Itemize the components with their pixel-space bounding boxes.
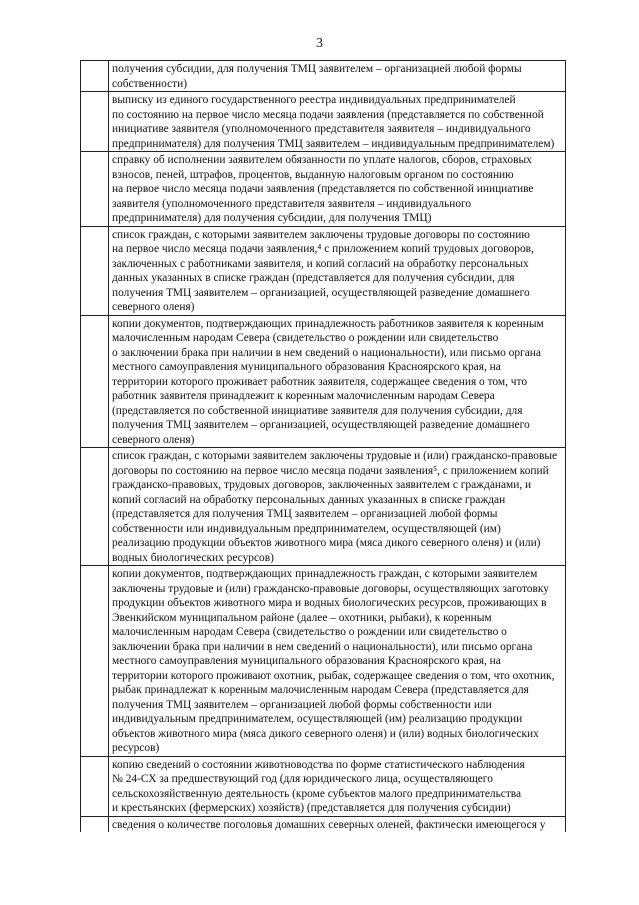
text-line: местного самоуправления муниципального образования Красноярского края, на <box>112 361 501 373</box>
row-number-cell <box>81 61 109 92</box>
table-row <box>81 448 566 566</box>
documents-table <box>80 60 566 832</box>
text-line: взносов, пеней, штрафов, процентов, выданную налоговым органом по состоянию <box>112 168 514 181</box>
text-line: водных биологических ресурсов) <box>112 551 274 564</box>
text-line: реализацию продукции объектов животного мира (мяса дикого северного оленя) и (или) <box>112 537 541 549</box>
text-line: малочисленным народам Севера (свидетельство о рождении или свидетельство о <box>112 626 507 638</box>
table-row <box>81 152 566 227</box>
page-number: 3 <box>316 36 323 51</box>
text-line: собственности) <box>112 77 188 90</box>
text-line: предпринимателя) для получения субсидии, для получения ТМЦ) <box>112 212 432 224</box>
text-line: объектов животного мира (мяса дикого северного оленя) и (или) водных биологических <box>112 727 539 740</box>
table-row <box>81 315 566 448</box>
text-line: копии документов, подтверждающих принадлежность работников заявителя к коренным <box>112 317 544 330</box>
text-line: о заключении брака при наличии в нем сведений о национальности), или письмо органа <box>112 346 541 359</box>
text-line: на первое число месяца подачи заявления (представляется по собственной инициативе <box>112 183 534 195</box>
row-number-cell <box>81 566 109 757</box>
text-line: сведения о количестве поголовья домашних северных оленей, фактически имеющегося у <box>112 818 546 831</box>
text-line: (представляется для получения ТМЦ заявителем – организацией любой формы <box>112 508 498 520</box>
document-description-cell <box>109 315 566 448</box>
text-line: получения ТМЦ заявителем – организацией, осуществляющей разведение домашнего <box>112 419 530 431</box>
document-description-cell <box>109 566 566 757</box>
document-description-cell <box>109 816 566 832</box>
row-number-cell <box>81 152 109 227</box>
text-line: список граждан, с которыми заявителем заключены трудовые и (или) гражданско-правовые <box>112 450 558 462</box>
text-line: получения ТМЦ заявителем – организацией любой формы собственности или <box>112 698 492 711</box>
text-line: копий согласий на обработку персональных данных указанных в списке граждан <box>112 493 506 506</box>
row-number-cell <box>81 315 109 448</box>
text-line: рыбак принадлежат к коренным малочисленным народам Севера (представляется для <box>112 684 529 696</box>
text-line: копии документов, подтверждающих принадлежность граждан, с которыми заявителем <box>112 568 538 580</box>
text-line: договоры по состоянию на первое число месяца подачи заявления⁵, с приложением копий <box>112 464 549 477</box>
document-description-cell <box>109 448 566 566</box>
table-row <box>81 61 566 92</box>
text-line: территории которого проживает работник заявителя, содержащее сведения о том, что <box>112 375 528 388</box>
text-line: справку об исполнении заявителем обязанности по уплате налогов, сборов, страховых <box>112 154 532 166</box>
text-line: заключении брака при наличии в нем сведений о национальности), или письмо органа <box>112 640 533 653</box>
text-line: заключены трудовые и (или) гражданско-правовые договоры, осуществляющих заготовку <box>112 582 549 595</box>
text-line: местного самоуправления муниципального образования Красноярского края, на <box>112 655 501 667</box>
row-number-cell <box>81 92 109 152</box>
text-line: № 24-СХ за предшествующий год (для юридического лица, осуществляющего <box>112 773 493 785</box>
text-line: северного оленя) <box>112 301 195 313</box>
row-number-cell <box>81 226 109 315</box>
text-line: получения субсидии, для получения ТМЦ заявителем – организацией любой формы <box>112 63 522 75</box>
text-line: индивидуальным предпринимателем, осуществляющей (им) реализацию продукции <box>112 713 523 725</box>
document-description-cell <box>109 756 566 816</box>
text-line: северного оленя) <box>112 433 195 446</box>
text-line: и крестьянских (фермерских) хозяйств) (представляется для получения субсидии) <box>112 802 511 814</box>
text-line: копию сведений о состоянии животноводства по форме статистического наблюдения <box>112 758 525 771</box>
text-line: предпринимателя) для получения ТМЦ заявителем – индивидуальным предпринимателем) <box>112 137 555 150</box>
document-description-cell <box>109 152 566 227</box>
text-line: получения ТМЦ заявителем – организацией, осуществляющей разведение домашнего <box>112 286 530 299</box>
text-line: заключенных с работниками заявителя, и копий согласий на обработку персональных <box>112 257 529 270</box>
table-row <box>81 566 566 757</box>
text-line: работник заявителя принадлежит к коренным малочисленным народам Севера <box>112 390 495 402</box>
text-line: ресурсов) <box>112 742 160 754</box>
document-description-cell <box>109 61 566 92</box>
text-line: список граждан, с которыми заявителем заключены трудовые договоры по состоянию <box>112 228 530 241</box>
text-line: территории которого проживают охотник, рыбак, содержащее сведения о том, что охотник, <box>112 669 555 682</box>
text-line: заявителя (уполномоченного представителя заявителя – индивидуального <box>112 197 472 210</box>
text-line: сельскохозяйственную деятельность (кроме субъектов малого предпринимательства <box>112 787 522 800</box>
table-row <box>81 226 566 315</box>
text-line: (представляется по собственной инициативе заявителя для получения субсидии, для <box>112 404 523 417</box>
text-line: Эвенкийском муниципальном районе (далее – охотники, рыбаки), к коренным <box>112 611 492 624</box>
text-line: продукции объектов животного мира и водных биологических ресурсов, проживающих в <box>112 597 547 609</box>
row-number-cell <box>81 448 109 566</box>
document-description-cell <box>109 92 566 152</box>
text-line: выписку из единого государственного реестра индивидуальных предпринимателей <box>112 94 516 106</box>
text-line: инициативе заявителя (уполномоченного представителя заявителя – индивидуального <box>112 123 531 135</box>
text-line: собственности или индивидуальным предпринимателем, осуществляющей (им) <box>112 522 501 535</box>
table-row <box>81 92 566 152</box>
table-row <box>81 756 566 816</box>
document-description-cell <box>109 226 566 315</box>
text-line: малочисленным народам Севера (свидетельство о рождении или свидетельство <box>112 332 499 344</box>
text-line: по состоянию на первое число месяца подачи заявления (представляется по собственной <box>112 108 544 121</box>
table-row <box>81 816 566 832</box>
text-line: на первое число месяца подачи заявления,⁴ с приложением копий трудовых договоров, <box>112 243 534 255</box>
text-line: гражданско-правовых, трудовых договоров, заключенных заявителем с гражданами, и <box>112 479 532 491</box>
text-line: данных указанных в списке граждан (представляется для получения субсидии, для <box>112 272 515 284</box>
row-number-cell <box>81 756 109 816</box>
row-number-cell <box>81 816 109 832</box>
